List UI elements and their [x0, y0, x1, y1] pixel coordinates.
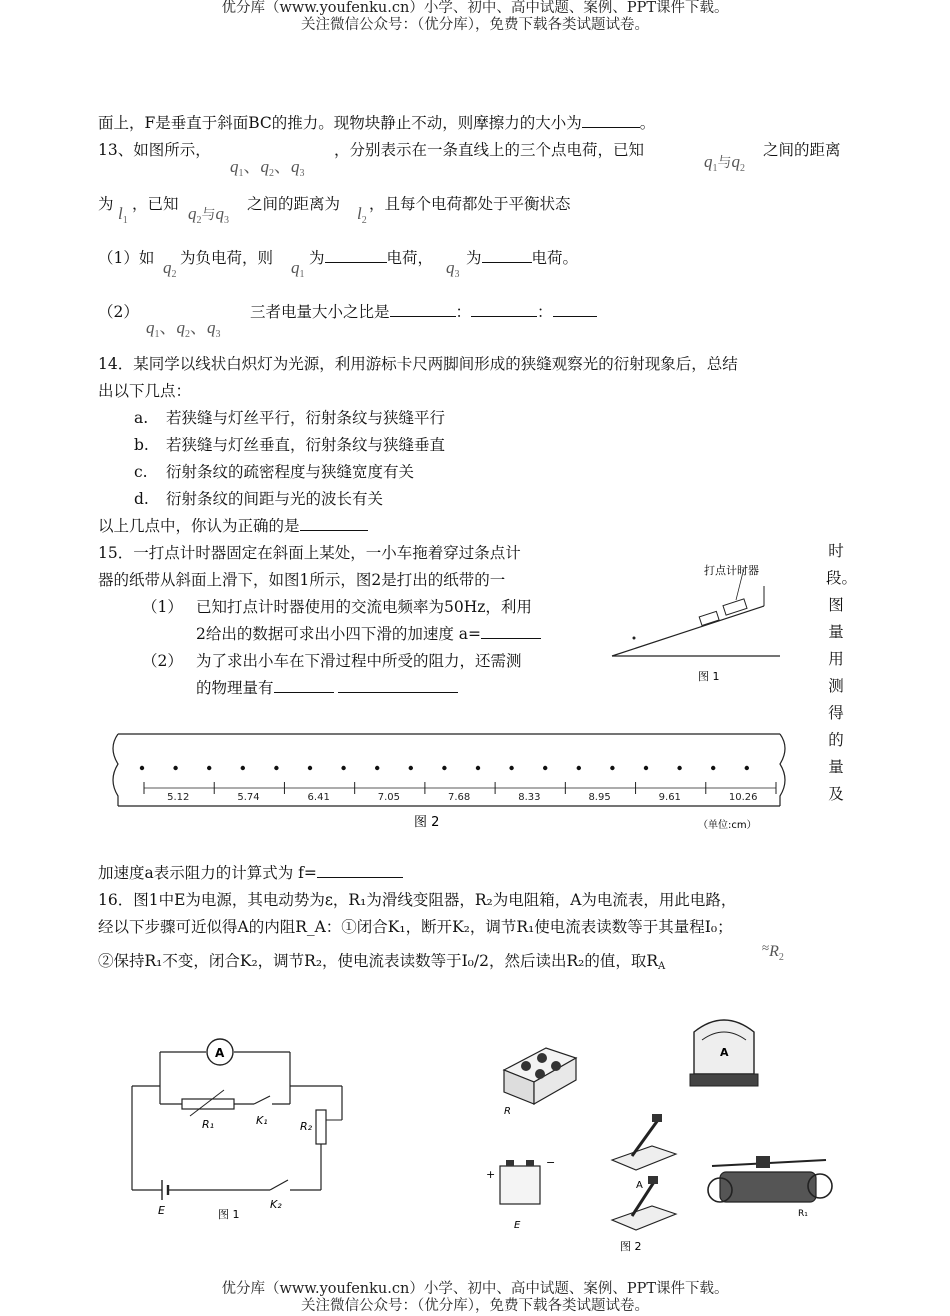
- q13-p1-b: 为负电荷，则: [180, 249, 274, 267]
- q13-p2-line: 三者电量大小之比是 ： ：: [250, 301, 597, 323]
- header-line-2: 关注微信公众号：（优分库），免费下载各类试题试卷。: [301, 17, 649, 33]
- paper-tape-figure: [104, 728, 794, 840]
- ratio-blank-1[interactable]: [390, 302, 456, 317]
- fig2-caption: 图 2: [414, 815, 440, 830]
- segment-length-label: 8.95: [588, 792, 611, 803]
- circuit-diagram: [120, 1030, 370, 1220]
- q16-line-2: 经以下步骤可近似得A的内阻R_A：①闭合K₁，断开K₂，调节R₁使电流表读数等于其量程I₀；: [98, 918, 733, 936]
- q15-p1-b: 2给出的数据可求出小四下滑的加速度 a=: [196, 623, 541, 645]
- q15-right-column: 时 段。 图 量 用 测 得 的 量 及: [826, 542, 858, 803]
- segment-length-label: 8.33: [518, 792, 541, 803]
- tape-dot: [543, 766, 547, 770]
- tape-dot: [274, 766, 278, 770]
- q15-last-line: 加速度a表示阻力的计算式为 f=: [98, 862, 403, 884]
- r2-label: R₂: [300, 1120, 313, 1133]
- tape-dot: [442, 766, 446, 770]
- footer-line-1: 优分库（www.youfenku.cn）小学、初中、高中试题、案例、PPT课件下载。: [221, 1281, 729, 1297]
- tape-left-edge: [113, 734, 118, 806]
- circuit-caption: 图 1: [218, 1208, 240, 1220]
- acceleration-blank[interactable]: [481, 624, 541, 639]
- header-line-1: 优分库（www.youfenku.cn）小学、初中、高中试题、案例、PPT课件下载。: [221, 0, 729, 16]
- q15-p2-b: 的物理量有: [196, 677, 458, 699]
- q13-stem-c: 之间的距离: [763, 141, 841, 159]
- page-footer: [0, 1281, 950, 1315]
- q13-p1-a: （1）如: [98, 249, 155, 267]
- q13-stem-b: ，分别表示在一条直线上的三个点电荷，已知: [334, 141, 645, 159]
- q14-conclusion: 以上几点中，你认为正确的是: [98, 515, 368, 537]
- battery-label: E: [514, 1220, 521, 1231]
- tape-dot: [341, 766, 345, 770]
- tape-dot: [509, 766, 513, 770]
- r1-label: R₁: [202, 1118, 215, 1131]
- segment-length-label: 10.26: [728, 792, 758, 803]
- battery-drawing: [486, 1156, 555, 1231]
- apparatus-figure: [480, 1010, 860, 1260]
- switch-k1-symbol: [254, 1096, 270, 1104]
- rheostat-r1-symbol: [182, 1099, 234, 1109]
- q1-symbol: $q_1$: [291, 258, 305, 280]
- plus-label: +: [486, 1168, 496, 1181]
- tape-dot: [308, 766, 312, 770]
- resistance-box-drawing: [504, 1048, 576, 1117]
- tape-dot: [173, 766, 177, 770]
- q13-stem-g: ，且每个电荷都处于平衡状态: [369, 195, 571, 213]
- q3-symbol: $q_3$: [446, 258, 460, 280]
- tape-dot: [677, 766, 681, 770]
- q14-item-a: a. 若狭缝与灯丝平行，衍射条纹与狭缝平行: [134, 409, 446, 427]
- switch-k2-symbol: [270, 1180, 288, 1190]
- q13-p1-line: 为 电荷，: [309, 249, 434, 267]
- resistance-formula-blank[interactable]: [317, 863, 403, 878]
- tape-dot: [207, 766, 211, 770]
- q12-continuation: 面上，F是垂直于斜面BC的推力。现物块静止不动，则摩擦力的大小为 。: [98, 114, 656, 132]
- ammeter-drawing: [690, 1020, 758, 1086]
- segment-length-label: 7.68: [448, 792, 471, 803]
- tape-dot: [409, 766, 413, 770]
- quantity-blank-1[interactable]: [274, 678, 334, 693]
- minus-label: −: [546, 1156, 556, 1169]
- page-header: [0, 0, 950, 34]
- q15-p1-num: （1）: [142, 598, 183, 616]
- q12-answer-blank[interactable]: [582, 113, 640, 128]
- tape-dot: [140, 766, 144, 770]
- cart-body: [699, 611, 719, 625]
- e-label: E: [158, 1204, 165, 1217]
- box-label: R: [504, 1106, 511, 1117]
- q15-p2-num: （2）: [142, 652, 183, 670]
- segment-length-label: 5.74: [237, 792, 260, 803]
- q15-line-1: 15．一打点计时器固定在斜面上某处，一小车拖着穿过条点计: [98, 544, 521, 562]
- meter-label: A: [720, 1046, 729, 1059]
- apparatus-caption: 图 2: [620, 1240, 642, 1253]
- switch-k-drawing: [612, 1176, 676, 1253]
- tape-dot: [644, 766, 648, 770]
- segment-length-label: 9.61: [658, 792, 681, 803]
- tape-dot: [241, 766, 245, 770]
- timer-label: 打点计时器: [704, 564, 759, 577]
- tape-dot: [745, 766, 749, 770]
- q3-charge-blank[interactable]: [482, 248, 532, 263]
- q13-p2-charges-formula: $q_1$、$q_2$、$q_3$: [146, 318, 221, 340]
- q13-stem-f: 之间的距离为: [247, 195, 341, 213]
- incline-line: [612, 606, 764, 656]
- q13-stem-d: 为: [98, 195, 114, 213]
- l1-symbol: $l_1$: [118, 204, 128, 226]
- q14-line-2: 出以下几点：: [98, 382, 192, 400]
- segment-length-label: 7.05: [377, 792, 401, 803]
- tape-dot: [476, 766, 480, 770]
- q14-item-c: c. 衍射条纹的疏密程度与狭缝宽度有关: [134, 463, 415, 481]
- rheostat-label: R₁: [798, 1209, 808, 1219]
- tape-right-edge: [780, 734, 785, 806]
- segment-length-label: 5.12: [167, 792, 190, 803]
- ammeter-label: A: [215, 1046, 225, 1060]
- q16-line-3: ②保持R₁不变，闭合K₂，调节R₂，使电流表读数等于I₀/2，然后读出R₂的值，取RA: [98, 952, 666, 972]
- q14-answer-blank[interactable]: [300, 516, 368, 531]
- q16-line-1: 16．图1中E为电源，其电动势为ε，R₁为滑线变阻器，R₂为电阻箱，A为电流表，用此电路，: [98, 891, 737, 909]
- q13-q1-q2-formula: $q_1$与$q_2$: [704, 152, 745, 174]
- switch-a-drawing: [612, 1114, 676, 1191]
- q1-charge-blank[interactable]: [325, 248, 387, 263]
- q13-p1-line-2: 为 电荷。: [466, 249, 579, 267]
- quantity-blank-2[interactable]: [338, 678, 458, 693]
- ra-approx-r2: $^\approx R_2$: [762, 940, 784, 963]
- q15-p1-a: 已知打点计时器使用的交流电频率为50Hz，利用: [196, 598, 532, 616]
- q13-stem-e: ，已知: [132, 195, 179, 213]
- switch-a-label: A: [636, 1180, 643, 1191]
- q13-p2-a: （2）: [98, 303, 139, 321]
- ratio-blank-2[interactable]: [471, 302, 537, 317]
- tape-dot: [610, 766, 614, 770]
- q2-symbol: $q_2$: [163, 258, 177, 280]
- q13-charges-formula: $q_1$、$q_2$、$q_3$: [230, 157, 305, 179]
- footer-line-2: 关注微信公众号：（优分库），免费下载各类试题试卷。: [301, 1298, 649, 1314]
- ratio-blank-3[interactable]: [553, 302, 597, 317]
- tape-dot: [633, 637, 636, 640]
- q15-p2-a: 为了求出小车在下滑过程中所受的阻力，还需测: [196, 652, 522, 670]
- q14-item-d: d. 衍射条纹的间距与光的波长有关: [134, 490, 384, 508]
- tape-dot: [375, 766, 379, 770]
- tape-dot: [577, 766, 581, 770]
- rheostat-drawing: [708, 1156, 832, 1219]
- k2-label: K₂: [270, 1198, 282, 1211]
- tape-dot: [711, 766, 715, 770]
- k1-label: K₁: [256, 1114, 268, 1127]
- q15-line-2: 器的纸带从斜面上滑下，如图1所示，图2是打出的纸带的一: [98, 571, 506, 589]
- q14-item-b: b. 若狭缝与灯丝垂直，衍射条纹与狭缝垂直: [134, 436, 446, 454]
- q13-stem: 13、如图所示，: [98, 141, 211, 159]
- fig1-caption: 图 1: [698, 670, 720, 683]
- q2-q3-formula: $q_2$与$q_3$: [188, 204, 229, 226]
- incline-figure: [604, 538, 784, 688]
- tape-unit-label: （单位:cm）: [698, 820, 757, 831]
- q14-line-1: 14．某同学以线状白炽灯为光源，利用游标卡尺两脚间形成的狭缝观察光的衍射现象后，总结: [98, 355, 738, 373]
- segment-length-label: 6.41: [307, 792, 330, 803]
- l2-symbol: $l_2$: [357, 204, 367, 226]
- resistance-box-r2-symbol: [316, 1110, 326, 1144]
